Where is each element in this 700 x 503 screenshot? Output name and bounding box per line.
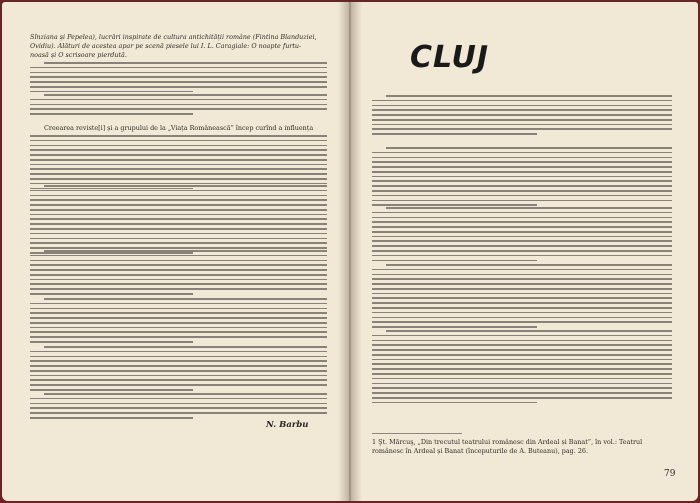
text-line — [372, 378, 672, 380]
text-line — [30, 218, 327, 220]
paragraph — [30, 185, 327, 257]
text-line — [30, 238, 327, 240]
text-line — [386, 95, 672, 97]
text-line — [372, 124, 672, 126]
text-line — [30, 351, 327, 353]
text-line — [30, 279, 327, 281]
left-page-paragraph-opening: Creearea reviste[i] și a grupului de la „Viața Românească” încep curînd a influența — [44, 124, 314, 132]
text-line — [44, 298, 327, 300]
footnote: 1 Şt. Mărcuş, „Din trecutul teatrului românesc din Ardeal și Banat”, în vol.: Teatrul — [372, 438, 643, 446]
text-line — [372, 250, 672, 252]
text-line — [30, 195, 327, 197]
right-page — [350, 2, 698, 501]
text-line — [30, 288, 327, 290]
text-line — [44, 393, 327, 395]
text-line — [30, 168, 327, 170]
text-line — [372, 212, 672, 214]
text-line — [372, 109, 672, 111]
text-line — [30, 91, 193, 93]
text-line — [386, 207, 672, 209]
text-line — [30, 312, 327, 314]
text-line — [30, 214, 327, 216]
text-line — [372, 335, 672, 337]
text-line — [44, 94, 327, 96]
text-line — [372, 297, 672, 299]
text-line — [30, 379, 327, 381]
text-line — [30, 190, 327, 192]
text-line — [30, 303, 327, 305]
text-line — [372, 392, 672, 394]
text-line — [372, 349, 672, 351]
text-line — [30, 81, 327, 83]
text-line — [30, 398, 327, 400]
text-line — [30, 145, 327, 147]
text-line — [30, 164, 327, 166]
text-line — [30, 327, 327, 329]
text-line — [372, 307, 672, 309]
text-line — [372, 166, 672, 168]
text-line — [30, 389, 193, 391]
text-line — [30, 154, 327, 156]
text-line — [30, 365, 327, 367]
text-line — [372, 383, 672, 385]
text-line — [372, 161, 672, 163]
text-line — [372, 114, 672, 116]
text-line — [30, 140, 327, 142]
text-line — [372, 359, 672, 361]
text-line — [372, 312, 672, 314]
text-line — [30, 209, 327, 211]
text-line — [372, 340, 672, 342]
left-page-top-line: Sînziana și Pepelea), lucrări inspirate de cultura antichității române (Fintina Blanduziei, — [30, 33, 317, 41]
text-line — [30, 317, 327, 319]
text-line — [372, 321, 672, 323]
paragraph — [372, 147, 672, 209]
text-line — [372, 119, 672, 121]
paragraph — [372, 207, 672, 264]
text-line — [372, 152, 672, 154]
text-line — [372, 344, 672, 346]
footnote-continuation: românesc în Ardeal și Banat (începuturile de A. Buteanu), pag. 26. — [372, 447, 588, 455]
text-line — [30, 233, 327, 235]
text-line — [30, 199, 327, 201]
text-line — [30, 72, 327, 74]
text-line — [44, 185, 327, 187]
text-line — [30, 178, 327, 180]
text-line — [372, 255, 672, 257]
text-line — [372, 236, 672, 238]
paragraph — [30, 135, 327, 192]
text-line — [372, 293, 672, 295]
text-line — [372, 402, 537, 404]
paragraph — [30, 298, 327, 346]
text-line — [30, 135, 327, 137]
text-line — [372, 100, 672, 102]
text-line — [30, 159, 327, 161]
text-line — [372, 326, 537, 328]
text-line — [372, 260, 537, 262]
text-line — [30, 260, 327, 262]
text-line — [372, 302, 672, 304]
text-line — [372, 171, 672, 173]
text-line — [386, 330, 672, 332]
text-line — [372, 105, 672, 107]
book-spread — [2, 2, 698, 501]
text-line — [372, 317, 672, 319]
text-line — [386, 264, 672, 266]
text-line — [30, 173, 327, 175]
text-line — [372, 283, 672, 285]
page-heading: CLUJ — [410, 40, 490, 75]
text-line — [44, 62, 327, 64]
text-line — [372, 269, 672, 271]
text-line — [372, 190, 672, 192]
text-line — [372, 128, 672, 130]
paragraph — [30, 346, 327, 394]
text-line — [30, 113, 193, 115]
text-line — [372, 278, 672, 280]
text-line — [30, 375, 327, 377]
text-line — [30, 269, 327, 271]
text-line — [372, 157, 672, 159]
text-line — [30, 308, 327, 310]
paragraph — [30, 94, 327, 118]
text-line — [372, 195, 672, 197]
text-line — [372, 204, 537, 206]
text-line — [30, 76, 327, 78]
text-line — [30, 407, 327, 409]
left-page-third-line: noasă și O scrisoare pierdută. — [30, 51, 127, 59]
text-line — [30, 412, 327, 414]
text-line — [30, 149, 327, 151]
text-line — [372, 231, 672, 233]
left-page-second-line: Ovidiu). Alături de acestea apar pe scenă piesele lui I. L. Caragiale: O noapte furtu- — [30, 42, 302, 50]
text-line — [372, 387, 672, 389]
text-line — [372, 226, 672, 228]
text-line — [372, 133, 537, 135]
paragraph — [30, 393, 327, 422]
text-line — [30, 86, 327, 88]
text-line — [30, 293, 193, 295]
text-line — [30, 99, 327, 101]
text-line — [30, 331, 327, 333]
text-line — [386, 147, 672, 149]
text-line — [372, 180, 672, 182]
text-line — [30, 417, 193, 419]
text-line — [30, 108, 327, 110]
text-line — [372, 354, 672, 356]
text-line — [30, 67, 327, 69]
text-line — [372, 176, 672, 178]
paragraph — [372, 95, 672, 138]
text-line — [372, 373, 672, 375]
text-line — [30, 384, 327, 386]
text-line — [30, 247, 327, 249]
text-line — [30, 341, 193, 343]
left-page — [2, 2, 350, 501]
text-line — [372, 397, 672, 399]
text-line — [372, 200, 672, 202]
text-line — [44, 250, 327, 252]
text-line — [30, 255, 327, 257]
text-line — [30, 370, 327, 372]
footnote-rule — [372, 433, 462, 434]
text-line — [372, 185, 672, 187]
text-line — [372, 245, 672, 247]
text-line — [30, 283, 327, 285]
text-line — [30, 223, 327, 225]
paragraph — [30, 250, 327, 298]
paragraph — [30, 62, 327, 95]
text-line — [30, 204, 327, 206]
text-line — [372, 288, 672, 290]
page-number: 79 — [664, 469, 676, 479]
text-line — [372, 368, 672, 370]
paragraph — [372, 264, 672, 331]
text-line — [372, 363, 672, 365]
text-line — [30, 360, 327, 362]
paragraph — [372, 330, 672, 407]
text-line — [30, 356, 327, 358]
text-line — [30, 242, 327, 244]
author-signature: N. Barbu — [266, 420, 309, 430]
text-line — [30, 403, 327, 405]
text-line — [30, 228, 327, 230]
text-line — [30, 336, 327, 338]
text-line — [372, 274, 672, 276]
text-line — [372, 217, 672, 219]
text-line — [30, 104, 327, 106]
text-line — [30, 274, 327, 276]
text-line — [30, 264, 327, 266]
text-line — [30, 322, 327, 324]
text-line — [44, 346, 327, 348]
text-line — [372, 221, 672, 223]
text-line — [372, 240, 672, 242]
